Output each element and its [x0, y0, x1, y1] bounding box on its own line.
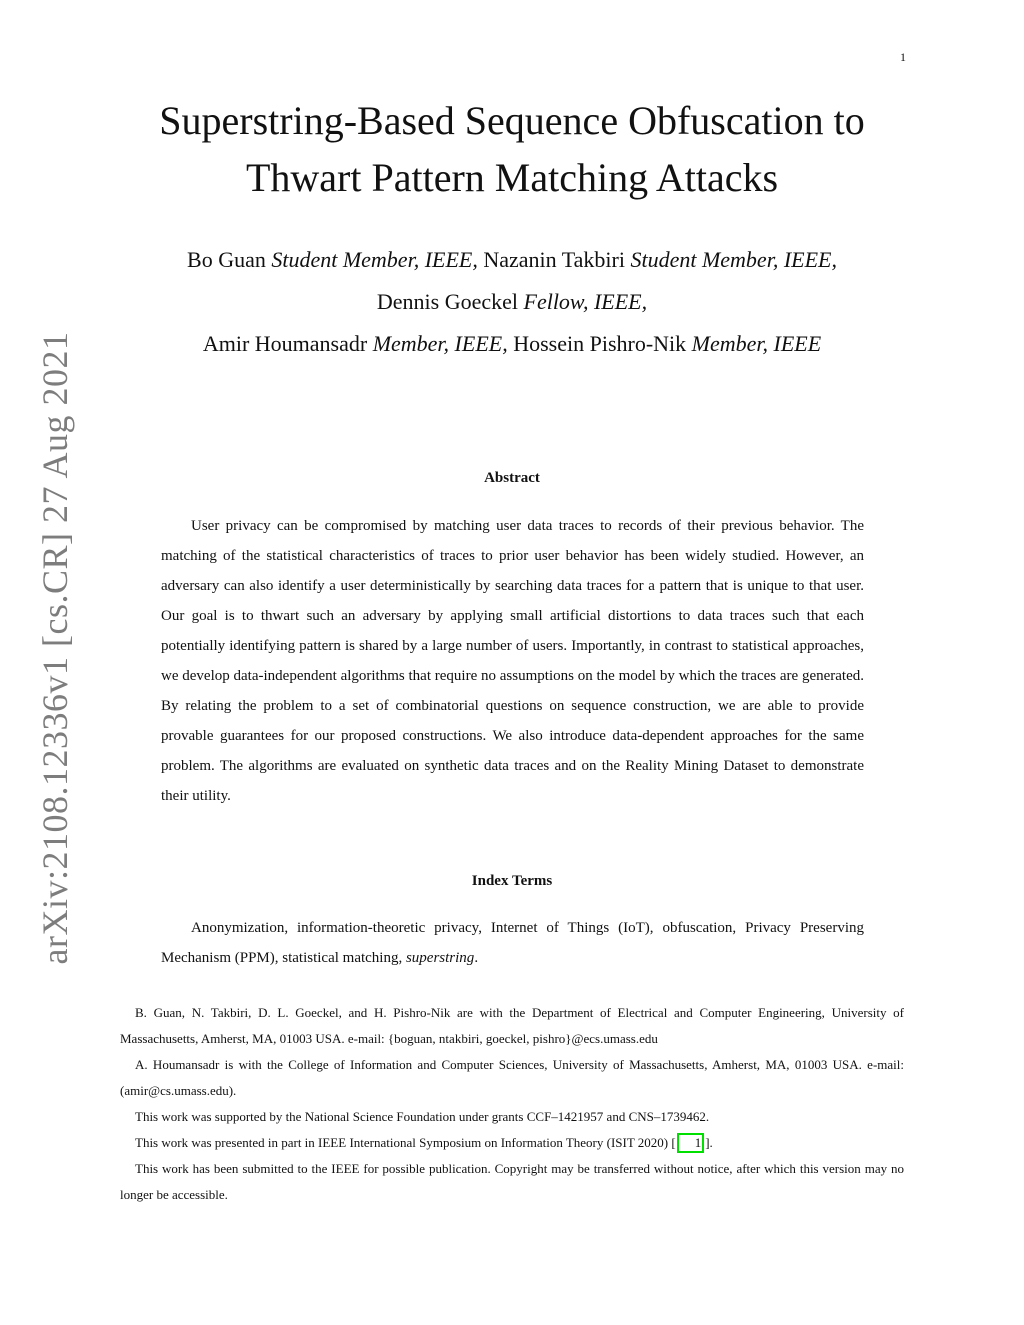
footnote-copyright: This work has been submitted to the IEEE for possible publication. Copyright may be transferred without notice, after which this version may no longer be accessible. — [120, 1161, 904, 1202]
author-role: Member, IEEE, — [372, 331, 508, 356]
paper-title — [0, 92, 1024, 206]
author-role: Student Member, IEEE, — [630, 247, 837, 272]
index-terms-italic: superstring — [405, 950, 475, 966]
index-terms-heading: Index Terms — [471, 873, 553, 889]
citation-link[interactable]: 1 — [677, 1133, 705, 1153]
index-terms-list: Anonymization, information-theoretic privacy, Internet of Things (IoT), obfuscation, Privacy Preserving Mechanism (PPM), statistical matching, — [161, 920, 864, 966]
footnote-affiliation-2: A. Houmansadr is with the College of Information and Computer Sciences, University of Massachusetts, Amherst, MA, 01003 USA. e-mail:(amir@cs.umass.edu). — [120, 1057, 904, 1098]
footnote-presentation-text: This work was presented in part in IEEE International Symposium on Information Theory (ISIT 2020) [ — [135, 1135, 676, 1150]
author-name: Bo Guan — [187, 247, 266, 272]
author-line-3 — [0, 323, 1024, 365]
author-line-1 — [0, 239, 1024, 281]
author-name: Dennis Goeckel — [376, 289, 518, 314]
footnote-funding: This work was supported by the National Science Foundation under grants CCF–1421957 and CNS–1739462. — [135, 1109, 710, 1124]
author-role: Fellow, IEEE, — [523, 289, 648, 314]
index-terms-end: . — [474, 950, 479, 966]
page-number: 1 — [900, 50, 906, 64]
footnote-affiliation-1: B. Guan, N. Takbiri, D. L. Goeckel, and H. Pishro-Nik are with the Department of Electrical and Computer Engineering, University of Massachusetts, Amherst, MA, 01003 USA. e-mail: {boguan, ntakbiri, goeckel, pishro}@ecs.umass.edu — [120, 1005, 904, 1046]
author-role: Member, IEEE — [691, 331, 822, 356]
index-terms-body — [161, 913, 864, 973]
author-name: Nazanin Takbiri — [483, 247, 625, 272]
arxiv-stamp: arXiv:2108.12336v1 [cs.CR] 27 Aug 2021 — [35, 331, 75, 965]
abstract-body: User privacy can be compromised by matching user data traces to records of their previous behavior. The matching of the statistical characteristics of traces to prior user behavior has been widely studied. However, an adversary can also identify a user deterministically by searching data traces for a pattern that is unique to that user. Our goal is to thwart such an adversary by applying small artificial distortions to data traces such that each potentially identifying pattern is shared by a large number of users. Importantly, in contrast to statistical approaches, we develop data-independent algorithms that require no assumptions on the model by which the traces are generated. By relating the problem to a set of combinatorial questions on sequence construction, we are able to provide provable guarantees for our proposed constructions. We also introduce data-dependent approaches for the same problem. The algorithms are evaluated on synthetic data traces and on the Reality Mining Dataset to demonstrate their utility. — [161, 518, 864, 804]
author-line-2 — [0, 281, 1024, 323]
author-role: Student Member, IEEE, — [271, 247, 478, 272]
footnotes — [120, 1000, 904, 1208]
author-list — [0, 239, 1024, 365]
abstract-heading: Abstract — [484, 470, 540, 486]
title-line-1: Superstring-Based Sequence Obfuscation to — [159, 98, 865, 143]
footnote-presentation-end: ]. — [705, 1135, 713, 1150]
footnote-presentation — [120, 1130, 904, 1156]
author-name: Hossein Pishro-Nik — [513, 331, 687, 356]
title-line-2: Thwart Pattern Matching Attacks — [245, 155, 779, 200]
author-name: Amir Houmansadr — [202, 331, 368, 356]
